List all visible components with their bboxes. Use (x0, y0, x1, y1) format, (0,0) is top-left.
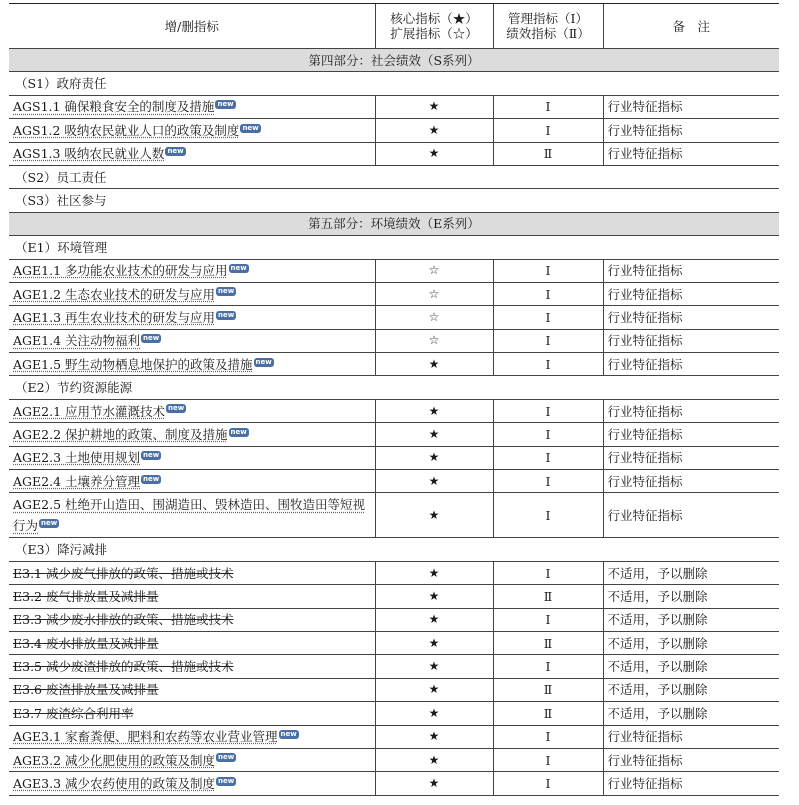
new-badge-icon: new (218, 287, 235, 296)
indicator-table (9, 3, 779, 796)
indicator-text: E3.3 减少废水排放的政策、措施或技术 (13, 612, 234, 628)
indicator-text: AGE3.2 减少化肥使用的政策及制度 (13, 752, 215, 768)
mgmt-level-cell: Ⅱ (493, 702, 603, 725)
note-cell: 行业特征指标 (603, 353, 779, 376)
indicator-text: AGS1.3 吸纳农民就业人数 (13, 146, 165, 162)
note-cell: 行业特征指标 (603, 446, 779, 469)
note-cell: 行业特征指标 (603, 329, 779, 352)
section-title: 第五部分：环境绩效（E系列） (9, 212, 779, 235)
table-row (9, 702, 779, 725)
table-row (9, 95, 779, 118)
new-badge-icon: new (217, 100, 234, 109)
core-star-icon: ★ (375, 655, 493, 678)
note-cell: 行业特征指标 (603, 725, 779, 748)
table-row (9, 748, 779, 771)
core-star-icon: ★ (375, 725, 493, 748)
indicator-cell (9, 725, 375, 748)
table-row (9, 329, 779, 352)
new-badge-icon: new (280, 730, 297, 739)
mgmt-level-cell: Ⅱ (493, 142, 603, 165)
core-star-icon: ★ (375, 608, 493, 631)
mgmt-level-cell: Ⅰ (493, 399, 603, 422)
section-title: 第四部分：社会绩效（S系列） (9, 49, 779, 72)
note-cell: 行业特征指标 (603, 423, 779, 446)
note-cell: 不适用，予以删除 (603, 631, 779, 654)
table-header-row (9, 4, 779, 49)
group-header-row (9, 189, 779, 212)
note-cell: 行业特征指标 (603, 772, 779, 795)
note-cell: 行业特征指标 (603, 399, 779, 422)
indicator-text: AGE1.1 多功能农业技术的研发与应用 (13, 263, 228, 279)
indicator-text: AGE1.3 再生农业技术的研发与应用 (13, 309, 215, 325)
table-row (9, 655, 779, 678)
note-cell: 不适用，予以删除 (603, 678, 779, 701)
core-star-icon: ★ (375, 748, 493, 771)
indicator-text: AGE3.3 减少农药使用的政策及制度 (13, 776, 215, 792)
table-body (9, 49, 779, 796)
mgmt-level-cell: Ⅰ (493, 95, 603, 118)
core-star-icon: ★ (375, 561, 493, 584)
note-cell: 行业特征指标 (603, 142, 779, 165)
note-cell: 行业特征指标 (603, 119, 779, 142)
mgmt-level-cell: Ⅰ (493, 259, 603, 282)
new-badge-icon: new (218, 776, 235, 785)
indicator-text: E3.5 减少废渣排放的政策、措施或技术 (13, 659, 234, 675)
indicator-text: AGE2.4 土壤养分管理 (13, 473, 140, 489)
indicator-text: AGE2.5 杜绝开山造田、围湖造田、毁林造田、围牧造田等短视行为 (13, 497, 365, 534)
note-cell: 不适用，予以删除 (603, 585, 779, 608)
note-cell: 行业特征指标 (603, 493, 779, 538)
new-badge-icon: new (218, 753, 235, 762)
mgmt-level-cell: Ⅰ (493, 470, 603, 493)
indicator-cell (9, 678, 375, 701)
indicator-cell (9, 306, 375, 329)
table-row (9, 561, 779, 584)
indicator-text: AGE1.2 生态农业技术的研发与应用 (13, 286, 215, 302)
note-cell: 行业特征指标 (603, 259, 779, 282)
core-star-icon: ★ (375, 493, 493, 538)
indicator-text: E3.7 废渣综合利用率 (13, 705, 134, 721)
note-cell: 不适用，予以删除 (603, 608, 779, 631)
indicator-cell (9, 608, 375, 631)
group-header-row (9, 376, 779, 399)
indicator-cell (9, 493, 375, 538)
note-cell: 行业特征指标 (603, 470, 779, 493)
core-star-icon: ★ (375, 702, 493, 725)
indicator-cell (9, 259, 375, 282)
group-title: （E1）环境管理 (9, 236, 779, 259)
table-row (9, 423, 779, 446)
table-row (9, 306, 779, 329)
indicator-cell (9, 119, 375, 142)
mgmt-level-cell: Ⅰ (493, 446, 603, 469)
core-star-icon: ★ (375, 399, 493, 422)
mgmt-level-cell: Ⅰ (493, 306, 603, 329)
table-row (9, 608, 779, 631)
mgmt-level-cell: Ⅰ (493, 119, 603, 142)
note-cell: 行业特征指标 (603, 306, 779, 329)
core-star-icon: ☆ (375, 306, 493, 329)
table-row (9, 470, 779, 493)
note-cell: 不适用，予以删除 (603, 561, 779, 584)
table-row (9, 282, 779, 305)
indicator-cell (9, 95, 375, 118)
table-row (9, 493, 779, 538)
new-badge-icon: new (242, 123, 259, 132)
core-star-icon: ★ (375, 423, 493, 446)
indicator-text: E3.1 减少废气排放的政策、措施或技术 (13, 565, 234, 581)
indicator-text: E3.6 废渣排放量及减排量 (13, 682, 159, 698)
group-title: （S2）员工责任 (9, 165, 779, 188)
new-badge-icon: new (143, 334, 160, 343)
indicator-text: AGE2.3 土地使用规划 (13, 450, 140, 466)
mgmt-level-cell: Ⅰ (493, 353, 603, 376)
new-badge-icon: new (41, 519, 58, 528)
indicator-cell (9, 353, 375, 376)
mgmt-level-cell: Ⅰ (493, 608, 603, 631)
core-star-icon: ★ (375, 631, 493, 654)
mgmt-level-cell: Ⅰ (493, 493, 603, 538)
core-star-icon: ★ (375, 119, 493, 142)
core-star-icon: ★ (375, 446, 493, 469)
indicator-cell (9, 748, 375, 771)
core-star-icon: ☆ (375, 259, 493, 282)
core-star-icon: ★ (375, 142, 493, 165)
indicator-cell (9, 423, 375, 446)
table-row (9, 631, 779, 654)
core-star-icon: ★ (375, 470, 493, 493)
note-cell: 不适用，予以删除 (603, 702, 779, 725)
header-core (375, 4, 493, 49)
section-header-row (9, 49, 779, 72)
core-star-icon: ★ (375, 353, 493, 376)
indicator-text: AGE1.4 关注动物福利 (13, 333, 140, 349)
mgmt-level-cell: Ⅰ (493, 725, 603, 748)
core-star-icon: ★ (375, 585, 493, 608)
mgmt-level-cell: Ⅰ (493, 561, 603, 584)
group-header-row (9, 72, 779, 95)
group-title: （S1）政府责任 (9, 72, 779, 95)
indicator-cell (9, 329, 375, 352)
mgmt-level-cell: Ⅰ (493, 423, 603, 446)
new-badge-icon: new (218, 310, 235, 319)
table-row (9, 678, 779, 701)
table-row (9, 446, 779, 469)
indicator-text: AGE3.1 家畜粪便、肥料和农药等农业营业管理 (13, 729, 278, 745)
table-row (9, 119, 779, 142)
note-cell: 行业特征指标 (603, 95, 779, 118)
indicator-text: AGS1.1 确保粮食安全的制度及措施 (13, 99, 215, 115)
table-row (9, 353, 779, 376)
indicator-text: AGE2.2 保护耕地的政策、制度及措施 (13, 426, 228, 442)
header-note: 备 注 (603, 4, 779, 49)
new-badge-icon: new (255, 357, 272, 366)
mgmt-level-cell: Ⅱ (493, 585, 603, 608)
indicator-cell (9, 702, 375, 725)
new-badge-icon: new (143, 451, 160, 460)
new-badge-icon: new (230, 427, 247, 436)
indicator-cell (9, 282, 375, 305)
group-title: （E3）降污减排 (9, 538, 779, 561)
indicator-cell (9, 399, 375, 422)
table-row (9, 142, 779, 165)
indicator-text: E3.2 废气排放量及减排量 (13, 588, 159, 604)
indicator-text: AGS1.2 吸纳农民就业人口的政策及制度 (13, 122, 240, 138)
new-badge-icon: new (168, 404, 185, 413)
core-star-icon: ☆ (375, 282, 493, 305)
indicator-cell (9, 655, 375, 678)
core-star-icon: ☆ (375, 329, 493, 352)
table-row (9, 725, 779, 748)
note-cell: 行业特征指标 (603, 282, 779, 305)
group-title: （E2）节约资源能源 (9, 376, 779, 399)
group-header-row (9, 236, 779, 259)
core-star-icon: ★ (375, 772, 493, 795)
mgmt-level-cell: Ⅰ (493, 748, 603, 771)
table-row (9, 259, 779, 282)
header-core-line2: 扩展指标（☆） (390, 26, 478, 41)
header-mgmt (493, 4, 603, 49)
indicator-text: AGE1.5 野生动物栖息地保护的政策及措施 (13, 356, 253, 372)
header-mgmt-line1: 管理指标（Ⅰ） (508, 11, 588, 26)
new-badge-icon: new (143, 474, 160, 483)
section-header-row (9, 212, 779, 235)
header-mgmt-line2: 绩效指标（Ⅱ） (506, 26, 590, 41)
core-star-icon: ★ (375, 95, 493, 118)
indicator-text: E3.4 废水排放量及减排量 (13, 635, 159, 651)
indicator-cell (9, 561, 375, 584)
mgmt-level-cell: Ⅰ (493, 772, 603, 795)
table-row (9, 585, 779, 608)
indicator-cell (9, 631, 375, 654)
table-row (9, 399, 779, 422)
indicator-cell (9, 142, 375, 165)
group-header-row (9, 165, 779, 188)
indicator-cell (9, 585, 375, 608)
new-badge-icon: new (230, 264, 247, 273)
core-star-icon: ★ (375, 678, 493, 701)
indicator-cell (9, 446, 375, 469)
mgmt-level-cell: Ⅰ (493, 329, 603, 352)
indicator-text: AGE2.1 应用节水灌溉技术 (13, 403, 165, 419)
indicator-cell (9, 470, 375, 493)
mgmt-level-cell: Ⅰ (493, 655, 603, 678)
group-title: （S3）社区参与 (9, 189, 779, 212)
mgmt-level-cell: Ⅱ (493, 631, 603, 654)
table-row (9, 772, 779, 795)
note-cell: 不适用，予以删除 (603, 655, 779, 678)
header-indicator: 增/删指标 (9, 4, 375, 49)
new-badge-icon: new (167, 147, 184, 156)
mgmt-level-cell: Ⅰ (493, 282, 603, 305)
mgmt-level-cell: Ⅱ (493, 678, 603, 701)
indicator-cell (9, 772, 375, 795)
header-core-line1: 核心指标（★） (390, 11, 478, 26)
group-header-row (9, 538, 779, 561)
note-cell: 行业特征指标 (603, 748, 779, 771)
